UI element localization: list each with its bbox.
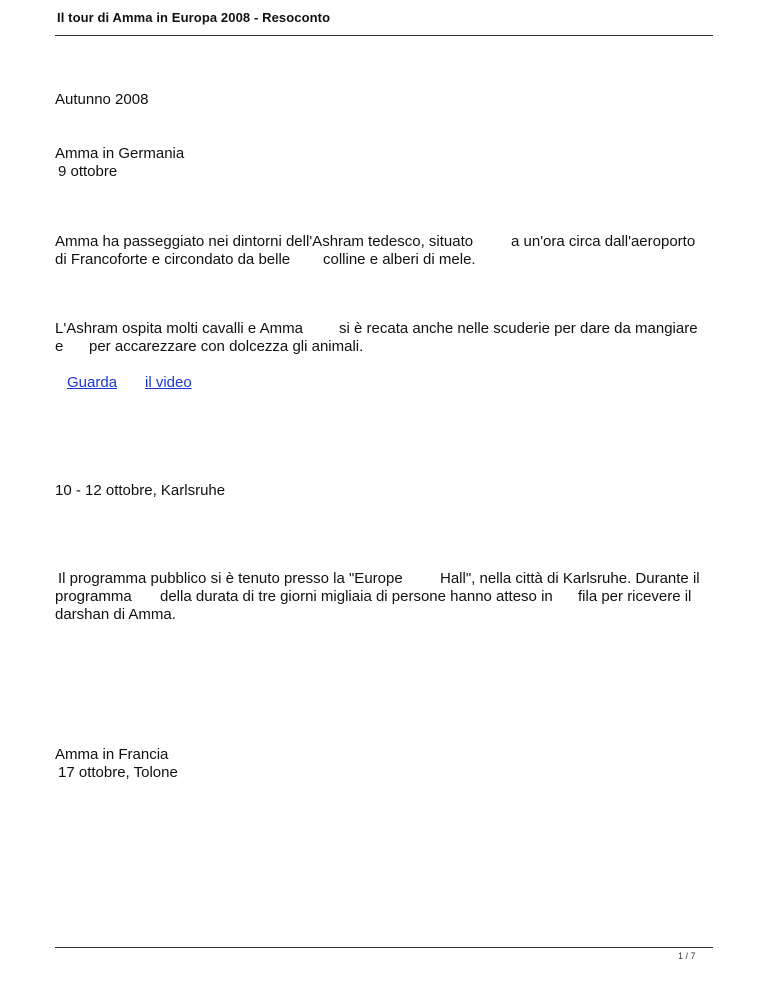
france-date: 17 ottobre, Tolone [58,764,178,781]
germany-date: 9 ottobre [58,163,118,180]
paragraph-1-line-2b: colline e alberi di mele. [323,251,476,268]
paragraph-3-line-1b: Hall", nella città di Karlsruhe. Durante il [440,570,700,587]
page-header-title: Il tour di Amma in Europa 2008 - Resoconto [57,10,331,25]
paragraph-2-line-2b: per accarezzare con dolcezza gli animali. [89,338,364,355]
paragraph-1-line-2a: di Francoforte e circondato da belle [55,251,291,268]
paragraph-1-line-1b: a un'ora circa dall'aeroporto [511,233,696,250]
karlsruhe-heading: 10 - 12 ottobre, Karlsruhe [55,482,226,499]
paragraph-1-line-1a: Amma ha passeggiato nei dintorni dell'Ashram tedesco, situato [55,233,474,250]
paragraph-3-line-3: darshan di Amma. [55,606,176,623]
paragraph-3-line-2b: della durata di tre giorni migliaia di persone hanno atteso in [160,588,553,605]
paragraph-3-line-1a: Il programma pubblico si è tenuto presso la "Europe [58,570,403,587]
footer-divider [55,947,713,948]
paragraph-3-line-2c: fila per ricevere il [578,588,692,605]
france-heading: Amma in Francia [55,746,169,763]
paragraph-3-line-2a: programma [55,588,132,605]
paragraph-2-line-2a: e [55,338,64,355]
paragraph-2-line-1a: L'Ashram ospita molti cavalli e Amma [55,320,303,337]
germany-heading: Amma in Germania [55,145,185,162]
season-heading: Autunno 2008 [55,91,149,108]
paragraph-2-line-1b: si è recata anche nelle scuderie per dare da mangiare [339,320,698,337]
watch-video-link[interactable]: Guarda [67,374,118,391]
header-divider [55,35,713,36]
watch-video-link-continued[interactable]: il video [145,374,192,391]
page-number: 1 / 7 [678,951,696,961]
